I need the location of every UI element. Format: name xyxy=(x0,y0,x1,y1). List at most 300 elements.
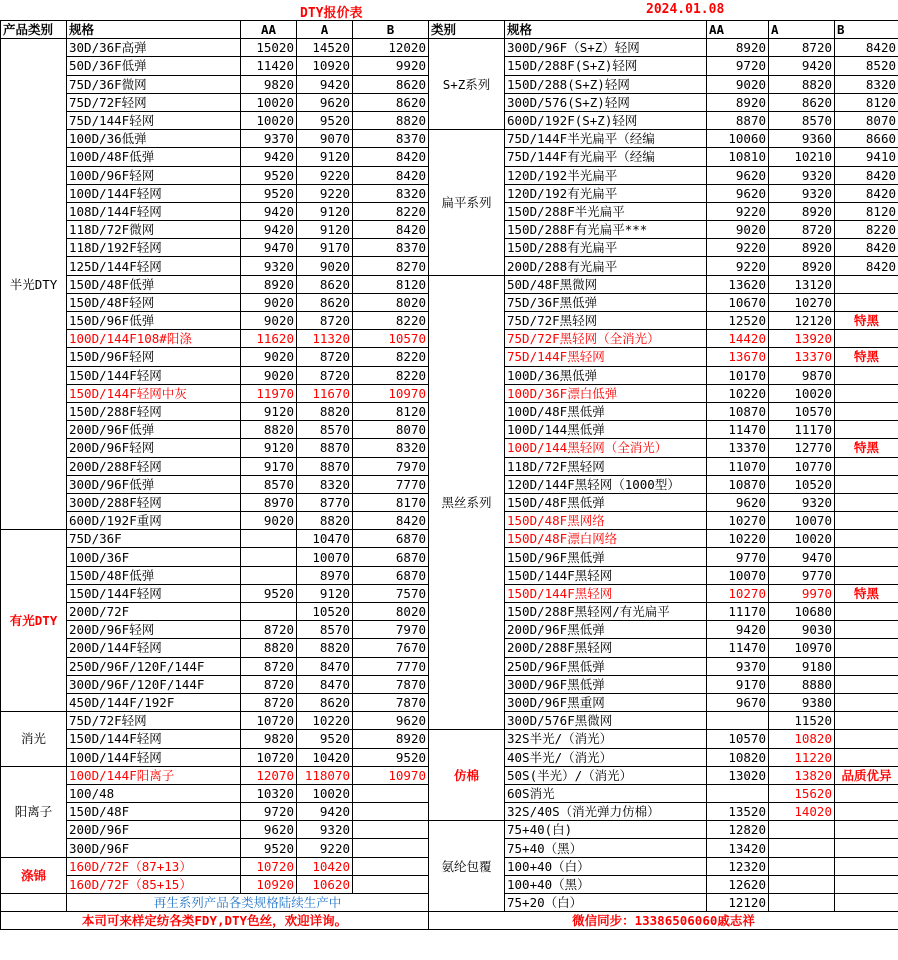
price-b: 8420 xyxy=(353,166,429,184)
price-a: 13920 xyxy=(769,330,835,348)
price-aa: 10720 xyxy=(241,748,297,766)
spec-cell: 150D/144F黑轻网 xyxy=(505,584,707,602)
price-aa: 10270 xyxy=(707,512,769,530)
price-a: 10070 xyxy=(769,512,835,530)
price-a: 10820 xyxy=(769,730,835,748)
table-row xyxy=(1,730,898,748)
spec-cell: 30D/36F高弹 xyxy=(67,39,241,57)
price-aa: 8720 xyxy=(241,693,297,711)
price-b: 9520 xyxy=(353,748,429,766)
price-a: 10680 xyxy=(769,603,835,621)
price-b xyxy=(353,857,429,875)
price-aa: 8920 xyxy=(241,275,297,293)
spec-cell: 450D/144F/192F xyxy=(67,693,241,711)
price-a: 8820 xyxy=(769,75,835,93)
price-b xyxy=(353,821,429,839)
price-a: 9220 xyxy=(297,184,353,202)
category-label: 半光DTY xyxy=(1,39,67,530)
spec-cell: 75D/72F黑轻网 xyxy=(505,312,707,330)
price-aa: 10270 xyxy=(707,584,769,602)
price-a: 10020 xyxy=(769,530,835,548)
price-aa: 13420 xyxy=(707,839,769,857)
price-a: 14020 xyxy=(769,803,835,821)
price-aa: 10720 xyxy=(241,712,297,730)
price-aa xyxy=(241,548,297,566)
price-b: 10570 xyxy=(353,330,429,348)
price-a: 8620 xyxy=(297,275,353,293)
price-b xyxy=(835,457,898,475)
price-a: 14520 xyxy=(297,39,353,57)
price-aa: 10670 xyxy=(707,293,769,311)
price-a: 8720 xyxy=(297,312,353,330)
blank-cell xyxy=(1,894,67,912)
header-aa: AA xyxy=(241,21,297,39)
spec-cell: 200D/96F轻网 xyxy=(67,621,241,639)
spec-cell: 150D/144F轻网 xyxy=(67,366,241,384)
price-aa: 9620 xyxy=(707,493,769,511)
price-a: 9220 xyxy=(297,166,353,184)
price-b xyxy=(835,657,898,675)
price-b: 9410 xyxy=(835,148,898,166)
price-b: 8620 xyxy=(353,75,429,93)
price-aa: 9420 xyxy=(241,221,297,239)
price-b: 8120 xyxy=(353,275,429,293)
price-a: 8470 xyxy=(297,657,353,675)
price-b: 7670 xyxy=(353,639,429,657)
custom-note: 本司可来样定纺各类FDY,DTY色丝，欢迎详询。 xyxy=(1,912,429,930)
price-aa: 10870 xyxy=(707,402,769,420)
price-aa: 8820 xyxy=(241,421,297,439)
price-b: 8070 xyxy=(835,111,898,129)
price-b: 8660 xyxy=(835,130,898,148)
price-b: 8220 xyxy=(353,312,429,330)
price-aa: 9020 xyxy=(241,512,297,530)
spec-cell: 200D/288有光扁平 xyxy=(505,257,707,275)
price-a: 9120 xyxy=(297,584,353,602)
price-a: 11170 xyxy=(769,421,835,439)
price-aa: 9470 xyxy=(241,239,297,257)
spec-cell: 150D/288F半光扁平 xyxy=(505,202,707,220)
price-aa: 10220 xyxy=(707,530,769,548)
spec-cell: 200D/288F黑轻网 xyxy=(505,639,707,657)
header-row xyxy=(1,21,898,39)
price-a: 8920 xyxy=(769,202,835,220)
price-aa: 11970 xyxy=(241,384,297,402)
price-b xyxy=(835,603,898,621)
price-b: 8420 xyxy=(835,184,898,202)
price-aa: 9720 xyxy=(707,57,769,75)
price-aa: 10720 xyxy=(241,857,297,875)
spec-cell: 100D/96F轻网 xyxy=(67,166,241,184)
price-b xyxy=(835,712,898,730)
spec-cell: 150D/48F低弹 xyxy=(67,275,241,293)
price-a: 9220 xyxy=(297,839,353,857)
price-b: 8320 xyxy=(835,75,898,93)
spec-cell: 32S/40S（消光弹力仿棉） xyxy=(505,803,707,821)
spec-cell: 100D/36F xyxy=(67,548,241,566)
spec-cell: 300D/96F黑重网 xyxy=(505,693,707,711)
price-b xyxy=(835,839,898,857)
header-spec: 规格 xyxy=(67,21,241,39)
price-b xyxy=(835,875,898,893)
price-a: 9470 xyxy=(769,548,835,566)
price-a: 13820 xyxy=(769,766,835,784)
price-a: 9320 xyxy=(297,821,353,839)
price-b: 8420 xyxy=(353,221,429,239)
price-aa: 11070 xyxy=(707,457,769,475)
price-aa: 9620 xyxy=(241,821,297,839)
price-aa: 11470 xyxy=(707,421,769,439)
header-category-right: 类别 xyxy=(429,21,505,39)
price-b xyxy=(835,384,898,402)
price-a: 10970 xyxy=(769,639,835,657)
sheet-title: DTY报价表 xyxy=(300,6,363,21)
spec-cell: 100D/144黑轻网（全消光） xyxy=(505,439,707,457)
spec-cell: 150D/288F轻网 xyxy=(67,402,241,420)
spec-cell: 75D/144F轻网 xyxy=(67,111,241,129)
recycle-note: 再生系列产品各类规格陆续生产中 xyxy=(67,894,429,912)
price-a: 10770 xyxy=(769,457,835,475)
spec-cell: 150D/48F低弹 xyxy=(67,566,241,584)
price-a: 10920 xyxy=(297,57,353,75)
price-aa: 12520 xyxy=(707,312,769,330)
spec-cell: 150D/48F黑网络 xyxy=(505,512,707,530)
price-a: 10210 xyxy=(769,148,835,166)
spec-cell: 150D/288F黑轻网/有光扁平 xyxy=(505,603,707,621)
price-aa: 9020 xyxy=(241,312,297,330)
table-row xyxy=(1,39,898,57)
price-b: 6870 xyxy=(353,530,429,548)
spec-cell: 50S(半光）/（消光） xyxy=(505,766,707,784)
header-a: A xyxy=(297,21,353,39)
spec-cell: 300D/96F（S+Z）轻网 xyxy=(505,39,707,57)
price-b: 8320 xyxy=(353,439,429,457)
price-a: 9360 xyxy=(769,130,835,148)
price-a xyxy=(769,839,835,857)
price-aa: 11170 xyxy=(707,603,769,621)
category-label: 阳离子 xyxy=(1,766,67,857)
price-a: 9070 xyxy=(297,130,353,148)
price-aa: 8720 xyxy=(241,675,297,693)
price-a: 8770 xyxy=(297,493,353,511)
spec-cell: 600D/192F(S+Z)轻网 xyxy=(505,111,707,129)
table-row xyxy=(1,130,898,148)
price-b xyxy=(835,493,898,511)
spec-cell: 150D/144F轻网 xyxy=(67,584,241,602)
price-b: 8170 xyxy=(353,493,429,511)
spec-cell: 150D/96F低弹 xyxy=(67,312,241,330)
spec-cell: 300D/576F黑微网 xyxy=(505,712,707,730)
price-b xyxy=(835,894,898,912)
spec-cell: 100D/144黑低弹 xyxy=(505,421,707,439)
spec-cell: 150D/48F轻网 xyxy=(67,293,241,311)
price-aa: 9620 xyxy=(707,184,769,202)
price-aa: 11420 xyxy=(241,57,297,75)
spec-cell: 300D/96F/120F/144F xyxy=(67,675,241,693)
price-aa: 15020 xyxy=(241,39,297,57)
spec-cell: 200D/96F黑低弹 xyxy=(505,621,707,639)
price-a: 8620 xyxy=(769,93,835,111)
price-b: 8420 xyxy=(353,512,429,530)
price-a: 10420 xyxy=(297,857,353,875)
price-b: 7770 xyxy=(353,657,429,675)
wechat-note: 微信同步：13386506060戚志祥 xyxy=(429,912,898,930)
price-a: 9770 xyxy=(769,566,835,584)
price-aa: 10820 xyxy=(707,748,769,766)
spec-cell: 100D/144F轻网 xyxy=(67,184,241,202)
price-a: 10020 xyxy=(297,784,353,802)
price-a: 15620 xyxy=(769,784,835,802)
price-b xyxy=(835,275,898,293)
price-a: 10270 xyxy=(769,293,835,311)
spec-cell: 100D/144F阳离子 xyxy=(67,766,241,784)
sheet-date: 2024.01.08 xyxy=(646,2,725,17)
price-b: 7970 xyxy=(353,457,429,475)
spec-cell: 120D/192半光扁平 xyxy=(505,166,707,184)
header-spec-right: 规格 xyxy=(505,21,707,39)
spec-cell: 200D/144F轻网 xyxy=(67,639,241,657)
price-aa: 9220 xyxy=(707,202,769,220)
price-a: 118070 xyxy=(297,766,353,784)
spec-cell: 75D/36F微网 xyxy=(67,75,241,93)
spec-cell: 118D/72F微网 xyxy=(67,221,241,239)
spec-cell: 200D/72F xyxy=(67,603,241,621)
spec-cell: 200D/96F低弹 xyxy=(67,421,241,439)
price-b: 9620 xyxy=(353,712,429,730)
price-aa: 8570 xyxy=(241,475,297,493)
price-a xyxy=(769,857,835,875)
price-aa: 8720 xyxy=(241,657,297,675)
price-b xyxy=(353,784,429,802)
price-aa: 9770 xyxy=(707,548,769,566)
category-label: 氨纶包覆 xyxy=(429,821,505,912)
spec-cell: 300D/96F低弹 xyxy=(67,475,241,493)
price-aa: 9370 xyxy=(241,130,297,148)
price-a: 9020 xyxy=(297,257,353,275)
spec-cell: 100D/36F漂白低弹 xyxy=(505,384,707,402)
price-aa: 10070 xyxy=(707,566,769,584)
price-b: 8120 xyxy=(353,402,429,420)
price-aa: 8870 xyxy=(707,111,769,129)
price-b xyxy=(835,621,898,639)
category-label: 扁平系列 xyxy=(429,130,505,276)
spec-cell: 125D/144F轻网 xyxy=(67,257,241,275)
spec-cell: 100D/36黑低弹 xyxy=(505,366,707,384)
spec-cell: 100+40（黑） xyxy=(505,875,707,893)
price-aa: 9520 xyxy=(241,839,297,857)
price-b: 8070 xyxy=(353,421,429,439)
price-b xyxy=(353,875,429,893)
price-b: 8370 xyxy=(353,130,429,148)
spec-cell: 150D/144F黑轻网 xyxy=(505,566,707,584)
price-b xyxy=(835,293,898,311)
spec-cell: 50D/48F黑微网 xyxy=(505,275,707,293)
spec-cell: 75D/144F黑轻网 xyxy=(505,348,707,366)
price-b: 8270 xyxy=(353,257,429,275)
price-b xyxy=(835,693,898,711)
price-a: 9120 xyxy=(297,202,353,220)
price-a: 8720 xyxy=(769,39,835,57)
table-row xyxy=(1,912,898,930)
price-a: 12770 xyxy=(769,439,835,457)
title-bar xyxy=(0,0,898,20)
price-b xyxy=(835,857,898,875)
price-aa xyxy=(707,712,769,730)
price-b: 9920 xyxy=(353,57,429,75)
spec-cell: 150D/48F漂白网络 xyxy=(505,530,707,548)
price-b xyxy=(835,330,898,348)
price-aa: 13520 xyxy=(707,803,769,821)
price-b: 8220 xyxy=(353,202,429,220)
price-a: 11320 xyxy=(297,330,353,348)
spec-cell: 600D/192F重网 xyxy=(67,512,241,530)
price-a: 10570 xyxy=(769,402,835,420)
price-table xyxy=(0,20,898,930)
price-aa: 9020 xyxy=(241,348,297,366)
price-aa: 9420 xyxy=(241,202,297,220)
price-aa: 10220 xyxy=(707,384,769,402)
price-aa: 10060 xyxy=(707,130,769,148)
price-aa: 13370 xyxy=(707,439,769,457)
price-a: 9620 xyxy=(297,93,353,111)
price-a: 8620 xyxy=(297,293,353,311)
spec-cell: 100D/144F轻网 xyxy=(67,748,241,766)
price-a xyxy=(769,821,835,839)
spec-cell: 300D/96F黑低弹 xyxy=(505,675,707,693)
spec-cell: 75D/144F半光扁平（经编 xyxy=(505,130,707,148)
price-aa: 9170 xyxy=(707,675,769,693)
price-a: 8880 xyxy=(769,675,835,693)
price-aa: 9020 xyxy=(707,221,769,239)
spec-cell: 120D/192有光扁平 xyxy=(505,184,707,202)
price-a: 9420 xyxy=(297,803,353,821)
price-a: 8320 xyxy=(297,475,353,493)
price-b: 8220 xyxy=(353,348,429,366)
spec-cell: 100D/48F低弹 xyxy=(67,148,241,166)
spec-cell: 150D/288F有光扁平*** xyxy=(505,221,707,239)
price-a: 10620 xyxy=(297,875,353,893)
price-a: 8470 xyxy=(297,675,353,693)
price-a: 8720 xyxy=(297,348,353,366)
spec-cell: 60S消光 xyxy=(505,784,707,802)
price-aa: 13670 xyxy=(707,348,769,366)
price-b: 7870 xyxy=(353,693,429,711)
price-a xyxy=(769,894,835,912)
price-aa: 10920 xyxy=(241,875,297,893)
price-b: 7870 xyxy=(353,675,429,693)
spec-cell: 150D/288F(S+Z)轻网 xyxy=(505,57,707,75)
price-aa: 9120 xyxy=(241,402,297,420)
price-aa: 12070 xyxy=(241,766,297,784)
category-label: S+Z系列 xyxy=(429,39,505,130)
price-aa: 9620 xyxy=(707,166,769,184)
price-aa: 10570 xyxy=(707,730,769,748)
price-aa: 9820 xyxy=(241,730,297,748)
price-a: 9320 xyxy=(769,493,835,511)
price-b: 8370 xyxy=(353,239,429,257)
category-label: 仿棉 xyxy=(429,730,505,821)
price-b: 8420 xyxy=(835,166,898,184)
price-aa: 9820 xyxy=(241,75,297,93)
price-b: 6870 xyxy=(353,566,429,584)
price-a: 9120 xyxy=(297,148,353,166)
price-aa: 10020 xyxy=(241,93,297,111)
spec-cell: 150D/288有光扁平 xyxy=(505,239,707,257)
price-a: 8720 xyxy=(769,221,835,239)
price-a: 10420 xyxy=(297,748,353,766)
price-aa: 8720 xyxy=(241,621,297,639)
price-a: 9970 xyxy=(769,584,835,602)
price-a: 10520 xyxy=(769,475,835,493)
price-aa: 9020 xyxy=(241,366,297,384)
price-b: 8320 xyxy=(353,184,429,202)
price-a: 9320 xyxy=(769,184,835,202)
price-aa: 10870 xyxy=(707,475,769,493)
price-b: 10970 xyxy=(353,766,429,784)
spec-cell: 150D/144F轻网 xyxy=(67,730,241,748)
price-aa: 12820 xyxy=(707,821,769,839)
spec-cell: 160D/72F（85+15） xyxy=(67,875,241,893)
price-a: 11670 xyxy=(297,384,353,402)
price-aa: 10320 xyxy=(241,784,297,802)
spec-cell: 75+40（黑） xyxy=(505,839,707,857)
price-a: 11220 xyxy=(769,748,835,766)
spec-cell: 75D/36F xyxy=(67,530,241,548)
price-a: 11520 xyxy=(769,712,835,730)
spec-cell: 300D/288F轻网 xyxy=(67,493,241,511)
spec-cell: 118D/192F轻网 xyxy=(67,239,241,257)
price-b: 6870 xyxy=(353,548,429,566)
table-row xyxy=(1,821,898,839)
price-b: 8420 xyxy=(835,39,898,57)
spec-cell: 108D/144F轻网 xyxy=(67,202,241,220)
price-a: 8570 xyxy=(769,111,835,129)
price-b: 7770 xyxy=(353,475,429,493)
spec-cell: 100D/48F黑低弹 xyxy=(505,402,707,420)
spec-cell: 200D/96F xyxy=(67,821,241,839)
price-b xyxy=(835,402,898,420)
price-aa: 8970 xyxy=(241,493,297,511)
price-b: 8520 xyxy=(835,57,898,75)
price-b xyxy=(835,784,898,802)
price-b: 8220 xyxy=(353,366,429,384)
price-b: 7970 xyxy=(353,621,429,639)
spec-cell: 75D/144F有光扁平（经编 xyxy=(505,148,707,166)
price-aa: 9520 xyxy=(241,584,297,602)
spec-cell: 50D/36F低弹 xyxy=(67,57,241,75)
price-aa: 8920 xyxy=(707,39,769,57)
spec-cell: 300D/96F xyxy=(67,839,241,857)
price-b: 8020 xyxy=(353,293,429,311)
price-b xyxy=(835,748,898,766)
price-b: 7570 xyxy=(353,584,429,602)
spec-cell: 150D/96F黑低弹 xyxy=(505,548,707,566)
price-b xyxy=(835,366,898,384)
category-label: 黑丝系列 xyxy=(429,275,505,730)
spec-cell: 75D/72F黑轻网（全消光） xyxy=(505,330,707,348)
price-a: 8820 xyxy=(297,639,353,657)
price-aa: 13020 xyxy=(707,766,769,784)
price-aa: 9370 xyxy=(707,657,769,675)
price-aa: 9420 xyxy=(241,148,297,166)
price-aa: 9020 xyxy=(707,75,769,93)
price-a: 9520 xyxy=(297,730,353,748)
category-label: 有光DTY xyxy=(1,530,67,712)
price-b xyxy=(353,803,429,821)
price-aa: 12620 xyxy=(707,875,769,893)
price-aa xyxy=(241,530,297,548)
price-b: 8420 xyxy=(835,239,898,257)
